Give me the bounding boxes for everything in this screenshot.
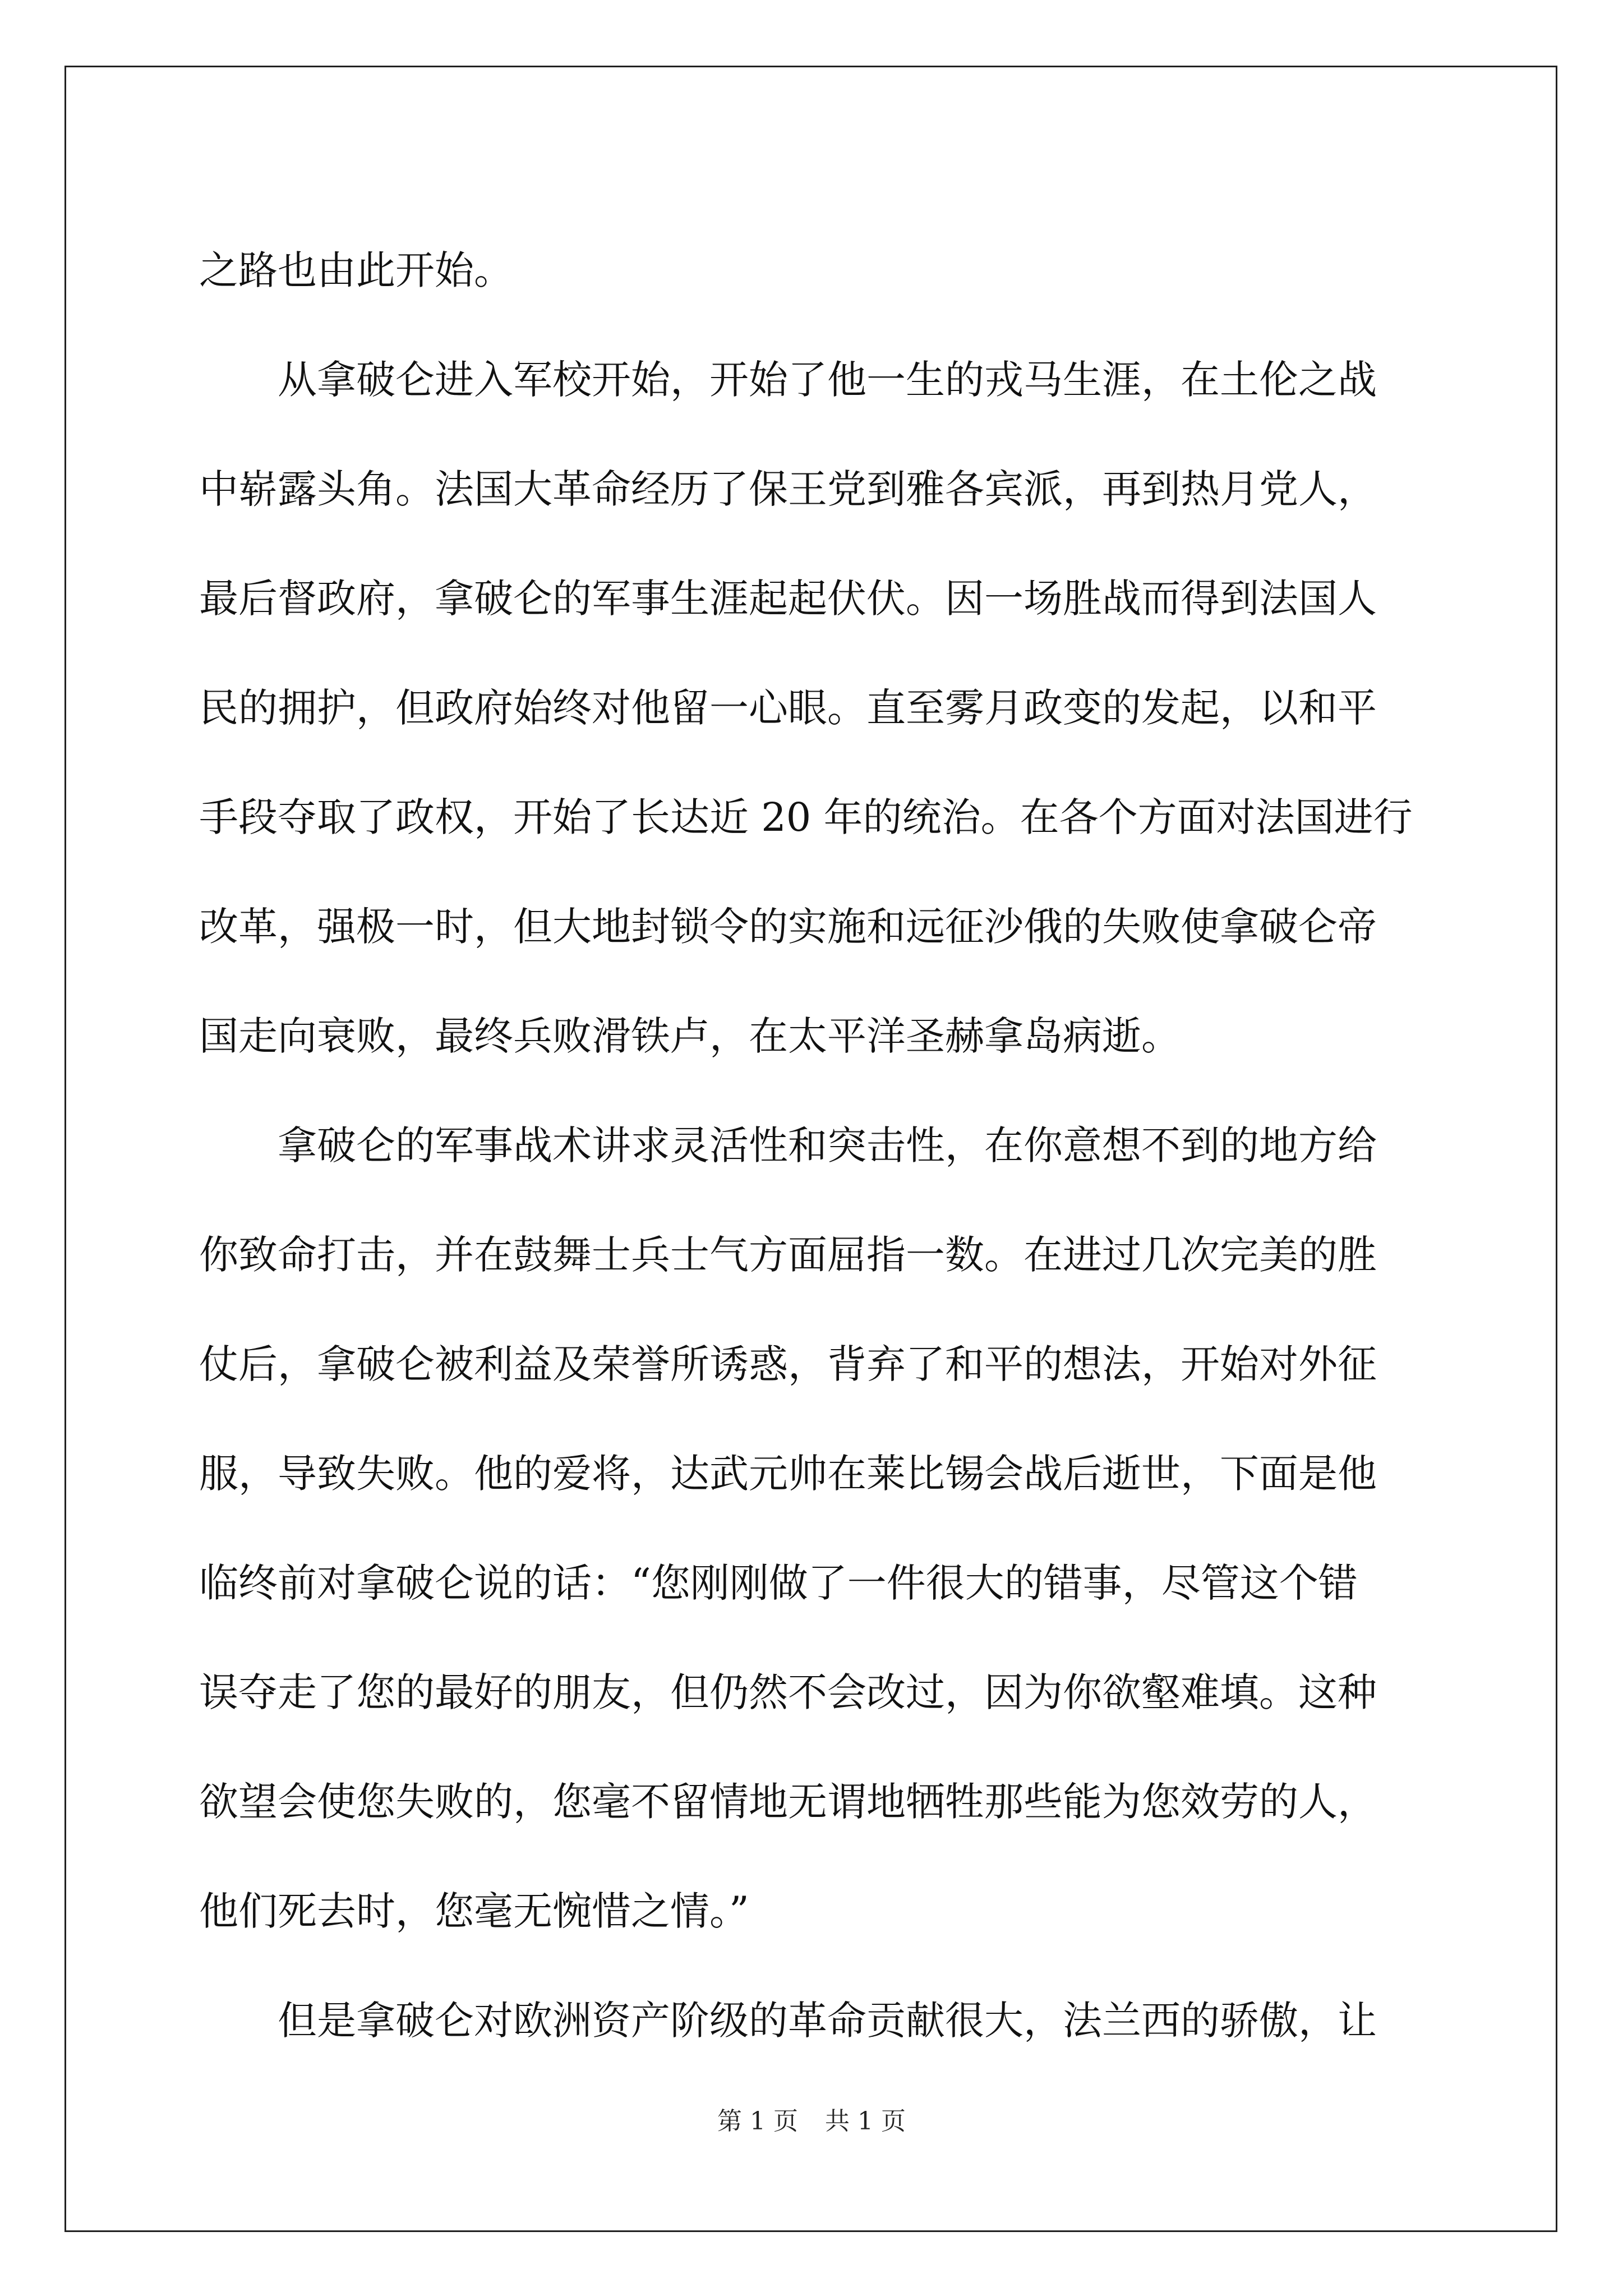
- text-line-8: 国走向衰败，最终兵败滑铁卢，在太平洋圣赫拿岛病逝。: [199, 1013, 1181, 1059]
- text-line-17: 但是拿破仑对欧洲资产阶级的革命贡献很大，法兰西的骄傲，让: [199, 1998, 1377, 2044]
- text-line-16: 他们死去时，您毫无惋惜之情。”: [199, 1888, 749, 1934]
- text-line-1: 之路也由此开始。: [199, 247, 513, 293]
- text-line-4: 最后督政府，拿破仑的军事生涯起起伏伏。因一场胜战而得到法国人: [199, 576, 1377, 622]
- text-line-10: 你致命打击，并在鼓舞士兵士气方面屈指一数。在进过几次完美的胜: [199, 1232, 1377, 1278]
- text-line-14: 误夺走了您的最好的朋友，但仍然不会改过，因为你欲壑难填。这种: [199, 1669, 1377, 1715]
- text-line-9: 拿破仑的军事战术讲求灵活性和突击性，在你意想不到的地方给: [199, 1122, 1377, 1168]
- page-number: 第 1 页: [717, 2107, 798, 2136]
- text-line-2: 从拿破仑进入军校开始，开始了他一生的戎马生涯，在土伦之战: [199, 357, 1377, 403]
- page-total: 共 1 页: [825, 2107, 906, 2136]
- page-footer: [0, 2101, 1623, 2137]
- text-line-7: 改革，强极一时，但大地封锁令的实施和远征沙俄的失败使拿破仑帝: [199, 904, 1377, 950]
- text-line-5: 民的拥护，但政府始终对他留一心眼。直至雾月政变的发起，以和平: [199, 685, 1377, 731]
- text-line-3: 中崭露头角。法国大革命经历了保王党到雅各宾派，再到热月党人，: [199, 466, 1377, 512]
- document-body: [199, 216, 1433, 2076]
- text-line-6: 手段夺取了政权，开始了长达近 20 年的统治。在各个方面对法国进行: [199, 794, 1413, 840]
- text-line-13: 临终前对拿破仑说的话：“您刚刚做了一件很大的错事，尽管这个错: [199, 1560, 1358, 1606]
- text-line-11: 仗后，拿破仑被利益及荣誉所诱惑，背弃了和平的想法，开始对外征: [199, 1341, 1377, 1387]
- text-line-12: 服，导致失败。他的爱将，达武元帅在莱比锡会战后逝世，下面是他: [199, 1451, 1377, 1497]
- text-line-15: 欲望会使您失败的，您毫不留情地无谓地牺牲那些能为您效劳的人，: [199, 1779, 1377, 1825]
